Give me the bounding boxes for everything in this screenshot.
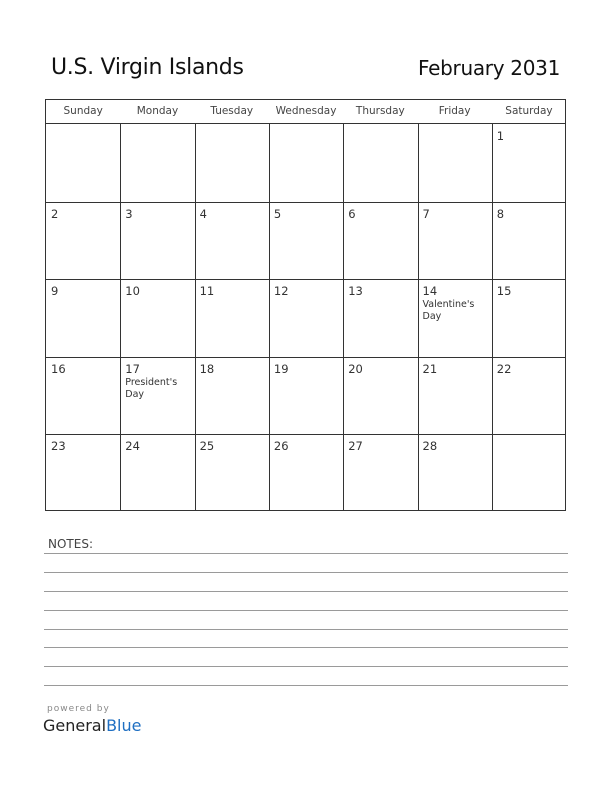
day-cell	[120, 434, 194, 512]
day-cell	[46, 202, 120, 280]
day-cell	[343, 202, 417, 280]
day-cell	[492, 124, 566, 202]
weekday-friday: Friday	[438, 105, 471, 117]
day-cell	[195, 124, 269, 202]
day-cell	[195, 434, 269, 512]
day-number: 1	[496, 129, 505, 143]
day-cell	[418, 202, 492, 280]
notes-label: NOTES:	[48, 537, 93, 551]
generalblue-logo	[43, 716, 141, 735]
day-cell	[418, 124, 492, 202]
weekday-header-row	[46, 100, 565, 124]
day-number: 2	[51, 206, 59, 221]
day-number: 18	[199, 361, 215, 376]
day-number: 3	[125, 206, 133, 221]
calendar-month: February 2031	[418, 56, 560, 80]
notes-line	[44, 591, 568, 592]
notes-line	[44, 666, 568, 667]
day-cell	[269, 124, 343, 202]
weekday-sunday: Sunday	[63, 105, 103, 117]
day-number: 5	[273, 206, 282, 221]
day-cell	[120, 279, 194, 357]
day-number: 28	[422, 439, 438, 454]
notes-line	[44, 647, 568, 648]
weekday-wednesday: Wednesday	[275, 105, 337, 117]
day-cell	[269, 434, 343, 512]
weekday-monday: Monday	[136, 105, 179, 117]
day-cell	[343, 434, 417, 512]
notes-line	[44, 685, 568, 686]
notes-line	[44, 629, 568, 630]
day-cell	[492, 279, 566, 357]
day-cell	[343, 279, 417, 357]
day-number: 11	[199, 284, 215, 299]
day-number: 26	[273, 439, 289, 454]
day-number: 7	[422, 206, 430, 221]
day-cell	[120, 124, 194, 202]
day-number: 24	[125, 439, 140, 454]
day-cell	[46, 124, 120, 202]
day-cell	[120, 202, 194, 280]
day-number: 14	[422, 284, 438, 299]
day-cell	[492, 202, 566, 280]
day-cell	[195, 202, 269, 280]
day-number: 10	[125, 284, 140, 299]
day-cell	[492, 434, 566, 512]
day-number: 19	[273, 361, 289, 376]
day-cell	[269, 357, 343, 435]
day-number: 4	[199, 206, 207, 221]
day-cell	[195, 279, 269, 357]
day-cell	[343, 357, 417, 435]
day-cell	[46, 279, 120, 357]
day-cell	[195, 357, 269, 435]
day-number: 25	[199, 439, 215, 454]
calendar-grid	[45, 99, 566, 511]
day-number: 23	[51, 439, 66, 454]
notes-line	[44, 610, 568, 611]
day-cell	[269, 202, 343, 280]
day-number: 16	[51, 361, 66, 376]
powered-by-text: powered by	[47, 704, 110, 714]
holiday-label: Valentine's Day	[422, 299, 475, 323]
day-cell	[492, 357, 566, 435]
day-cell	[46, 434, 120, 512]
day-cell	[343, 124, 417, 202]
notes-line	[44, 553, 568, 554]
logo-general: General	[43, 716, 107, 735]
day-number: 6	[348, 206, 356, 221]
day-number: 22	[496, 361, 512, 376]
holiday-label: President's Day	[125, 376, 178, 400]
day-number: 27	[348, 439, 363, 454]
weekday-saturday: Saturday	[505, 105, 553, 117]
day-cell	[418, 357, 492, 435]
logo-blue: Blue	[106, 716, 142, 735]
day-number: 21	[422, 361, 438, 376]
day-number: 9	[51, 284, 59, 299]
calendar-title: U.S. Virgin Islands	[51, 55, 244, 80]
day-number: 15	[496, 284, 512, 299]
weekday-tuesday: Tuesday	[210, 105, 254, 117]
day-cell	[418, 434, 492, 512]
day-cell	[269, 279, 343, 357]
day-cell	[46, 357, 120, 435]
day-number: 8	[496, 206, 505, 221]
day-number: 20	[348, 361, 363, 376]
notes-line	[44, 572, 568, 573]
day-number: 12	[273, 284, 289, 299]
day-number: 13	[348, 284, 363, 299]
weekday-thursday: Thursday	[355, 105, 405, 117]
day-number: 17	[125, 361, 140, 376]
